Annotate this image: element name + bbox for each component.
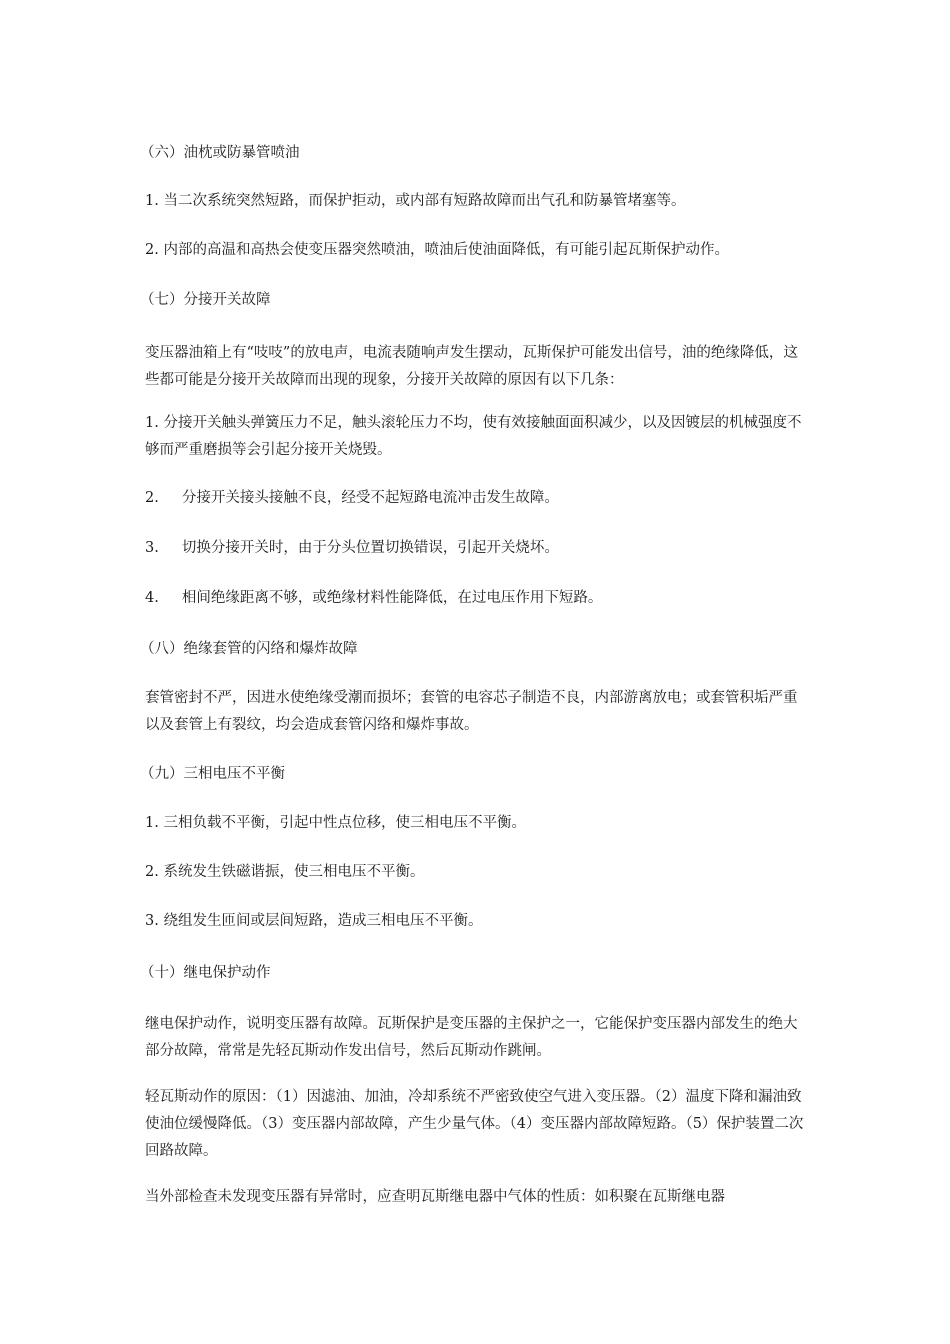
list-item-9-3: 3. 绕组发生匝间或层间短路，造成三相电压不平衡。	[145, 913, 483, 929]
paragraph-8: 套管密封不严，因进水使绝缘受潮而损坏；套管的电容芯子制造不良，内部游离放电；或套管积垢严重以及套管上有裂纹，均会造成套管闪络和爆炸事故。	[145, 690, 798, 733]
list-item-6-2: 2. 内部的高温和高热会使变压器突然喷油，喷油后使油面降低，有可能引起瓦斯保护动作。	[145, 242, 729, 258]
paragraph-10-intro: 继电保护动作，说明变压器有故障。瓦斯保护是变压器的主保护之一，它能保护变压器内部发生的绝大部分故障，常常是先轻瓦斯动作发出信号，然后瓦斯动作跳闸。	[145, 1016, 798, 1059]
list-item-9-1: 1. 三相负载不平衡，引起中性点位移，使三相电压不平衡。	[145, 815, 526, 831]
section-heading-6: （六）油枕或防暴管喷油	[140, 145, 300, 161]
list-item-9-2: 2. 系统发生铁磁谐振，使三相电压不平衡。	[145, 864, 425, 880]
list-item-7-3: 3. 切换分接开关时，由于分头位置切换错误，引起开关烧坏。	[145, 540, 559, 556]
paragraph-10-light-gas: 轻瓦斯动作的原因：（1）因滤油、加油，冷却系统不严密致使空气进入变压器。（2）温度下降和漏油致使油位缓慢降低。（3）变压器内部故障，产生少量气体。（4）变压器内部故障短路。（5）保护装置二次回路故障。	[145, 1089, 804, 1159]
paragraph-7-intro: 变压器油箱上有“吱吱”的放电声，电流表随响声发生摆动，瓦斯保护可能发出信号，油的绝缘降低，这些都可能是分接开关故障而出现的现象，分接开关故障的原因有以下几条：	[145, 345, 798, 388]
section-heading-10: （十）继电保护动作	[140, 965, 271, 981]
list-item-7-4: 4. 相间绝缘距离不够，或绝缘材料性能降低，在过电压作用下短路。	[145, 590, 603, 606]
list-item-7-1: 1. 分接开关触头弹簧压力不足，触头滚轮压力不均，使有效接触面面积减少，以及因镀层的机械强度不够而严重磨损等会引起分接开关烧毁。	[145, 415, 802, 458]
paragraph-10-inspection: 当外部检查未发现变压器有异常时，应查明瓦斯继电器中气体的性质：如积聚在瓦斯继电器	[145, 1189, 725, 1205]
section-heading-8: （八）绝缘套管的闪络和爆炸故障	[140, 641, 358, 657]
section-heading-7: （七）分接开关故障	[140, 292, 271, 308]
list-item-6-1: 1. 当二次系统突然短路，而保护拒动，或内部有短路故障而出气孔和防暴管堵塞等。	[145, 193, 686, 209]
section-heading-9: （九）三相电压不平衡	[140, 766, 285, 782]
list-item-7-2: 2. 分接开关接头接触不良，经受不起短路电流冲击发生故障。	[145, 490, 559, 506]
